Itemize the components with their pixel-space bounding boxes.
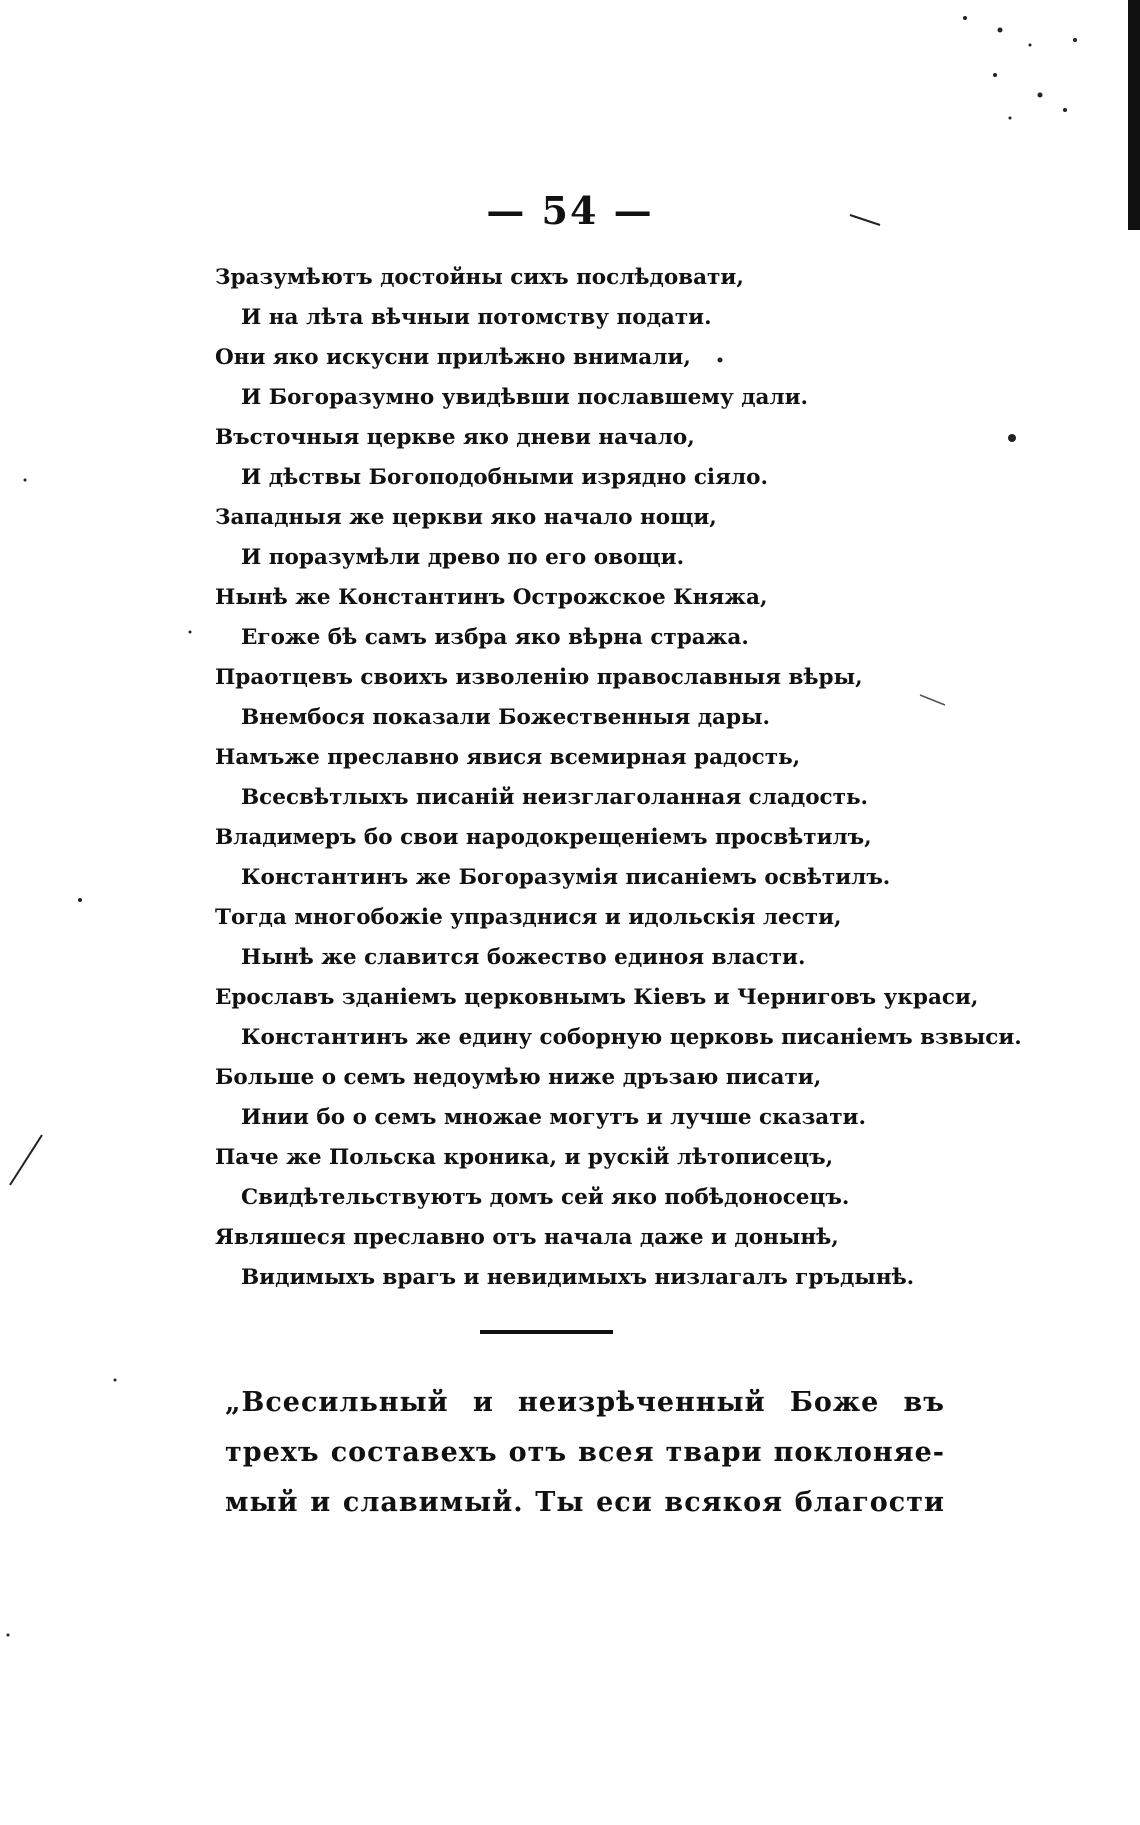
poem-line: Они яко искусни прилѣжно внимали, <box>215 345 691 370</box>
poem-line: Внембося показали Божественныя дары. <box>241 705 771 730</box>
poem-line: Тогда многобожіе упразднися и идольскія лести, <box>215 905 842 930</box>
poem-line: Видимыхъ врагъ и невидимыхъ низлагалъ гръдынѣ. <box>241 1265 915 1290</box>
poem-line: Являшеся преславно отъ начала даже и донынѣ, <box>215 1225 839 1250</box>
poem-line: Всесвѣтлыхъ писаній неизглаголанная сладость. <box>241 785 869 810</box>
poem-line: Больше о семъ недоумѣю ниже дръзаю писати, <box>215 1065 822 1090</box>
prose-line: мый и славимый. Ты еси всякоя благости <box>225 1487 945 1518</box>
section-divider <box>480 1330 613 1334</box>
poem-line: Паче же Польска кроника, и рускій лѣтописецъ, <box>215 1145 834 1170</box>
poem-line: Нынѣ же Константинъ Острожское Княжа, <box>215 585 768 610</box>
poem-line: Намъже преславно явися всемирная радость, <box>215 745 801 770</box>
poem-line: Егоже бѣ самъ избра яко вѣрна стража. <box>241 625 749 650</box>
poem-line: Нынѣ же славится божество единоя власти. <box>241 945 806 970</box>
poem-line: Въсточныя церкве яко дневи начало, <box>215 425 695 450</box>
prose-line: трехъ составехъ отъ всея твари поклоняе- <box>225 1437 945 1468</box>
poem-line: Западныя же церкви яко начало нощи, <box>215 505 717 530</box>
poem-line: И дѣствы Богоподобными изрядно сіяло. <box>241 465 768 490</box>
prose-block <box>225 1378 945 1528</box>
poem-line: И Богоразумно увидѣвши пославшему дали. <box>241 385 809 410</box>
poem-block <box>215 258 1022 1298</box>
poem-line: Свидѣтельствуютъ домъ сей яко побѣдоносецъ. <box>241 1185 850 1210</box>
prose-line: „Всесильный и неизрѣченный Боже въ <box>225 1387 945 1418</box>
poem-line: Праотцевъ своихъ изволенію православныя вѣры, <box>215 665 863 690</box>
page-number: — 54 — <box>486 188 654 233</box>
poem-line: Ерославъ зданіемъ церковнымъ Кіевъ и Черниговъ украси, <box>215 985 979 1010</box>
poem-line: Инии бо о семъ множае могутъ и лучше сказати. <box>241 1105 866 1130</box>
poem-line: Константинъ же едину соборную церковь писаніемъ взвыси. <box>241 1025 1022 1050</box>
poem-line: И поразумѣли древо по его овощи. <box>241 545 685 570</box>
poem-line: И на лѣта вѣчныи потомству подати. <box>241 305 712 330</box>
poem-line: Зразумѣютъ достойны сихъ послѣдовати, <box>215 265 744 290</box>
poem-line: Владимеръ бо свои народокрещеніемъ просвѣтилъ, <box>215 825 872 850</box>
poem-line: Константинъ же Богоразумія писаніемъ освѣтилъ. <box>241 865 891 890</box>
